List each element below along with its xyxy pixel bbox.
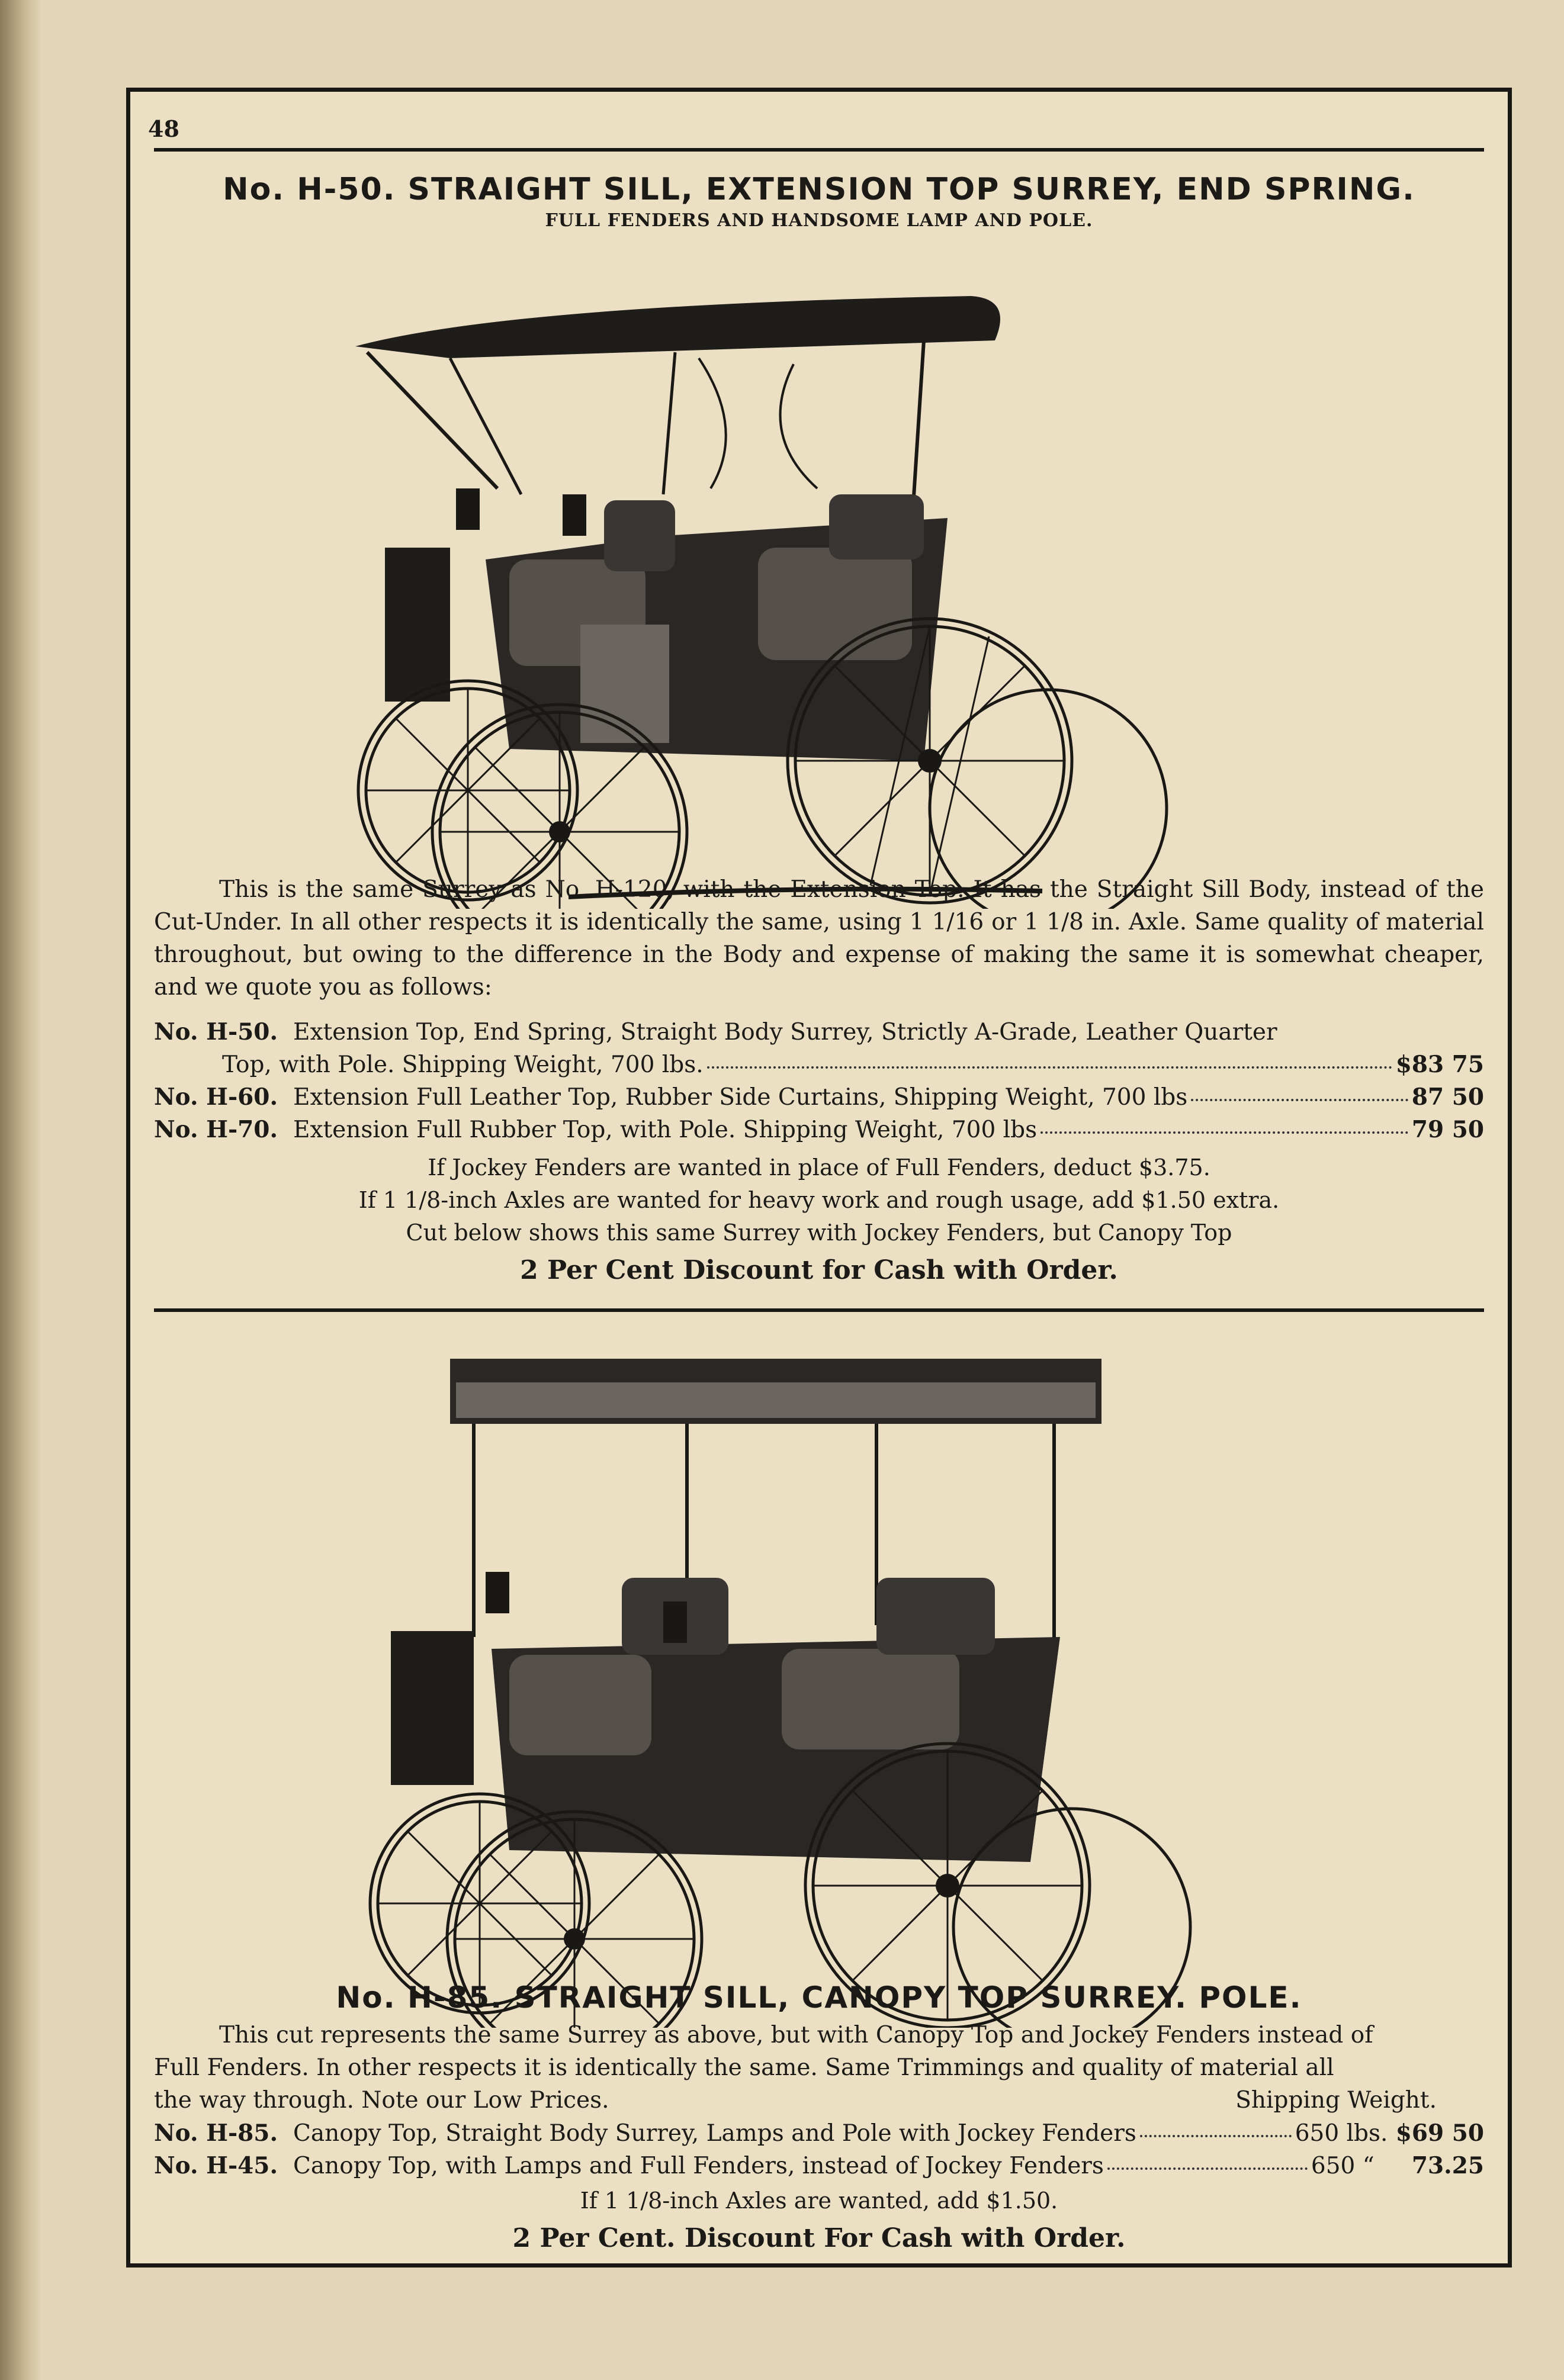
item-description-cont: Top, with Pole. Shipping Weight, 700 lbs. bbox=[222, 1051, 704, 1078]
top-rule bbox=[154, 148, 1484, 152]
item-code: No. H-45. bbox=[154, 2152, 278, 2179]
item-code: No. H-85. bbox=[154, 2120, 278, 2147]
section1-title: No. H-50. STRAIGHT SILL, EXTENSION TOP SURREY, END SPRING. bbox=[223, 172, 1415, 207]
middle-rule bbox=[154, 1308, 1484, 1312]
item-price: 79 50 bbox=[1411, 1116, 1484, 1143]
section2-title: No. H-85. STRAIGHT SILL, CANOPY TOP SURREY. POLE. bbox=[336, 1980, 1302, 2015]
leader-dots bbox=[1040, 1131, 1408, 1134]
price-row-h70 bbox=[154, 1116, 1484, 1149]
item-price: $69 50 bbox=[1395, 2120, 1484, 2147]
price-row-h50-cont bbox=[222, 1051, 1484, 1083]
price-row-h60 bbox=[154, 1083, 1484, 1116]
note-axles-canopy: If 1 1/8-inch Axles are wanted, add $1.50. bbox=[580, 2188, 1058, 2214]
section1-description-text: This is the same Surrey as No. H-120, with the Extension Top. It has the Straight Sill Body, instead of the Cut-Under. In all other respects it is identically the same, using 1 1/16 or 1 1/8 in. Axle. Same quality of material throughout, but owing to the difference in the Body and expense of making the same it is somewhat cheaper, and we quote you as follows: bbox=[154, 876, 1484, 1001]
item-description: Extension Full Leather Top, Rubber Side Curtains, Shipping Weight, 700 lbs bbox=[293, 1084, 1188, 1111]
section2-description bbox=[154, 2019, 1484, 2117]
item-weight: 650 lbs. bbox=[1295, 2120, 1388, 2147]
item-description: Extension Full Rubber Top, with Pole. Shipping Weight, 700 lbs bbox=[293, 1117, 1038, 1143]
section1-discount: 2 Per Cent Discount for Cash with Order. bbox=[520, 1255, 1118, 1285]
shipping-weight-header: Shipping Weight. bbox=[1235, 2087, 1437, 2114]
leader-dots bbox=[1140, 2135, 1292, 2137]
section1-subtitle: FULL FENDERS AND HANDSOME LAMP AND POLE. bbox=[545, 210, 1093, 231]
binding-shadow bbox=[0, 0, 41, 2380]
section2-discount: 2 Per Cent. Discount For Cash with Order. bbox=[512, 2223, 1126, 2253]
item-code: No. H-70. bbox=[154, 1116, 278, 1143]
item-description: Extension Top, End Spring, Straight Body Surrey, Strictly A-Grade, Leather Quarter bbox=[293, 1019, 1277, 1046]
leader-dots bbox=[1191, 1099, 1408, 1101]
section1-description bbox=[154, 873, 1484, 1004]
description-line: the way through. Note our Low Prices. bbox=[154, 2087, 609, 2114]
item-code: No. H-50. bbox=[154, 1018, 278, 1046]
note-cut-below: Cut below shows this same Surrey with Jockey Fenders, but Canopy Top bbox=[406, 1220, 1232, 1246]
item-description: Canopy Top, Straight Body Surrey, Lamps and Pole with Jockey Fenders bbox=[293, 2120, 1136, 2147]
leader-dots bbox=[1107, 2167, 1308, 2170]
description-line: This cut represents the same Surrey as above, but with Canopy Top and Jockey Fenders instead of bbox=[219, 2022, 1373, 2048]
price-row-h45 bbox=[154, 2152, 1484, 2185]
extension-top-surrey-illustration bbox=[332, 240, 1309, 909]
leader-dots bbox=[707, 1066, 1392, 1069]
page-number: 48 bbox=[148, 115, 179, 142]
item-weight: 650 “ bbox=[1311, 2153, 1374, 2179]
price-row-h50 bbox=[154, 1018, 1484, 1051]
item-price: 87 50 bbox=[1411, 1083, 1484, 1111]
description-line: Full Fenders. In other respects it is identically the same. Same Trimmings and quality of material all bbox=[154, 2054, 1334, 2081]
item-price: $83 75 bbox=[1395, 1051, 1484, 1078]
canopy-top-surrey-illustration bbox=[355, 1341, 1315, 2028]
note-fenders: If Jockey Fenders are wanted in place of Full Fenders, deduct $3.75. bbox=[428, 1154, 1210, 1181]
price-row-h85 bbox=[154, 2120, 1484, 2152]
item-code: No. H-60. bbox=[154, 1083, 278, 1111]
item-price: 73.25 bbox=[1411, 2152, 1484, 2179]
note-axles: If 1 1/8-inch Axles are wanted for heavy work and rough usage, add $1.50 extra. bbox=[358, 1187, 1280, 1213]
catalog-page bbox=[126, 88, 1512, 2268]
item-description: Canopy Top, with Lamps and Full Fenders, instead of Jockey Fenders bbox=[293, 2153, 1104, 2179]
